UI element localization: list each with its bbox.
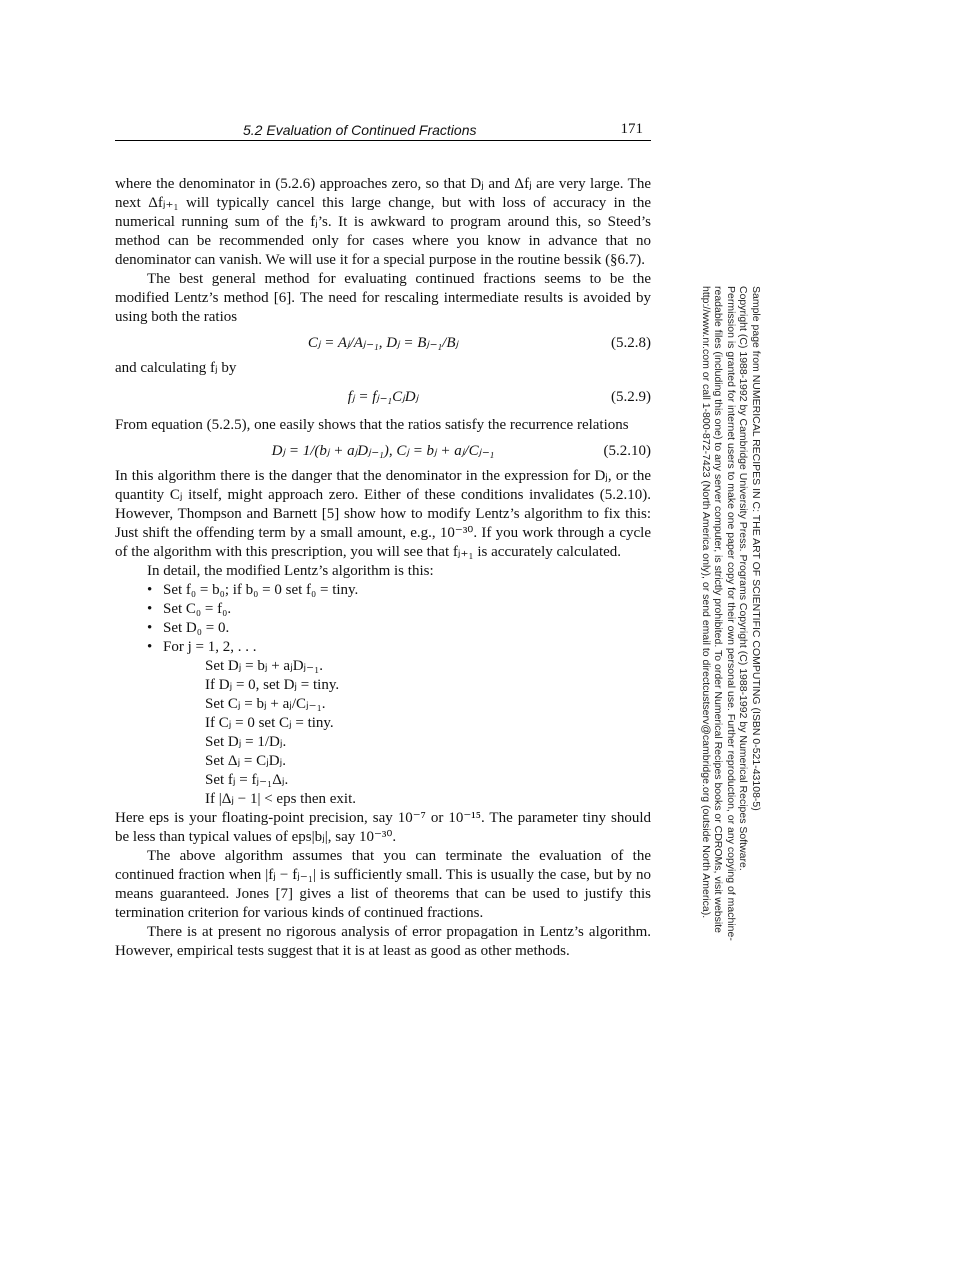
paragraph-8: The above algorithm assumes that you can terminate the evaluation of the continued fraction when |fⱼ − fⱼ₋₁| is sufficiently small. This is usually the case, but by no means guaranteed. Jones [7] gives a list of theorems that can be used to justify this termination criterion for various kinds of continued fractions.: [115, 848, 651, 921]
list-item: • Set C₀ = f₀.: [147, 600, 651, 619]
paragraph-2: The best general method for evaluating continued fractions seems to be the modified Lentz’s method [6]. The need for rescaling intermediate results is avoided by using both the ratios: [115, 271, 651, 325]
step-line: Set Dⱼ = 1/Dⱼ.: [205, 734, 287, 750]
copyright-line: http://www.nr.com or call 1-800-872-7423 (North America only), or send email to directcustserv@cambridge.org (outside North America).: [700, 286, 712, 919]
equation-5-2-9: [115, 378, 651, 416]
copyright-line: Permission is granted for internet users to make one paper copy for their own personal use. Further reproduction, or any copying of machine-: [725, 286, 737, 941]
section-title: 5.2 Evaluation of Continued Fractions: [243, 122, 477, 138]
equation-number: (5.2.10): [603, 442, 651, 459]
step-line: If |Δⱼ − 1| < eps then exit.: [205, 791, 356, 807]
copyright-sidebar: [690, 286, 770, 941]
paragraph-5: In this algorithm there is the danger that the denominator in the expression for Dⱼ, or the quantity Cⱼ itself, might approach zero. Either of these conditions invalidates (5.2.10). However, Thompson and Barnett [5] show how to modify Lentz’s algorithm to fix this: Just shift the offending term by a small amount, e.g., 10⁻³⁰. If you work through a cycle of the algorithm with this prescription, you will see that fⱼ₊₁ is accurately calculated.: [115, 468, 651, 560]
step-line: Set Dⱼ = bⱼ + aⱼDⱼ₋₁.: [205, 658, 324, 674]
equation-formula: Cⱼ = Aⱼ/Aⱼ₋₁, Dⱼ = Bⱼ₋₁/Bⱼ: [307, 334, 459, 351]
paragraph-3: and calculating fⱼ by: [115, 360, 237, 376]
paragraph-1: where the denominator in (5.2.6) approaches zero, so that Dⱼ and Δfⱼ are very large. The next Δfⱼ₊₁ will typically cancel this large change, but with loss of accuracy in the numerical running sum of the fⱼ’s. It is awkward to program around this, so Steed’s method can be recommended only for cases where you know in advance that no denominator can vanish. We will use it for a special purpose in the routine bessik (§6.7).: [115, 176, 651, 268]
copyright-line: Sample page from NUMERICAL RECIPES IN C: THE ART OF SCIENTIFIC COMPUTING (ISBN 0-521-43108-5): [750, 286, 762, 811]
step-line: Set Cⱼ = bⱼ + aⱼ/Cⱼ₋₁.: [205, 696, 326, 712]
list-item: • Set f₀ = b₀; if b₀ = 0 set f₀ = tiny.: [147, 581, 651, 600]
copyright-notice: [682, 286, 762, 941]
step-line: If Dⱼ = 0, set Dⱼ = tiny.: [205, 677, 340, 693]
copyright-line: Copyright (C) 1988-1992 by Cambridge University Press. Programs Copyright (C) 1988-1992 by Numerical Recipes Software.: [737, 286, 750, 871]
step-line: Set fⱼ = fⱼ₋₁Δⱼ.: [205, 772, 289, 788]
step-line: Set Δⱼ = CⱼDⱼ.: [205, 753, 286, 769]
main-text: [115, 175, 651, 961]
paragraph-9: There is at present no rigorous analysis of error propagation in Lentz’s algorithm. However, empirical tests suggest that it is at least as good as other methods.: [115, 924, 651, 959]
equation-5-2-8: [115, 327, 651, 359]
list-item: • For j = 1, 2, . . .: [147, 638, 651, 657]
paragraph-7: Here eps is your floating-point precision, say 10⁻⁷ or 10⁻¹⁵. The parameter tiny should be less than typical values of eps|bⱼ|, say 10⁻³⁰.: [115, 810, 651, 845]
equation-number: (5.2.9): [611, 388, 651, 405]
paragraph-4: From equation (5.2.5), one easily shows that the ratios satisfy the recurrence relations: [115, 417, 629, 433]
running-header: [115, 120, 651, 141]
equation-number: (5.2.8): [611, 334, 651, 351]
step-line: If Cⱼ = 0 set Cⱼ = tiny.: [205, 715, 334, 731]
equation-formula: Dⱼ = 1/(bⱼ + aⱼDⱼ₋₁), Cⱼ = bⱼ + aⱼ/Cⱼ₋₁: [271, 442, 495, 459]
algorithm-steps: [115, 657, 651, 809]
equation-formula: fⱼ = fⱼ₋₁CⱼDⱼ: [347, 388, 419, 405]
paragraph-6: In detail, the modified Lentz’s algorithm is this:: [147, 563, 434, 579]
list-item: • Set D₀ = 0.: [147, 619, 651, 638]
copyright-line: readable files (including this one) to any server computer, is strictly prohibited. To order Numerical Recipes books or CDROMs, visit website: [712, 286, 725, 933]
algorithm-list: [115, 581, 651, 657]
equation-5-2-10: [115, 435, 651, 467]
page-number: 171: [620, 121, 643, 137]
